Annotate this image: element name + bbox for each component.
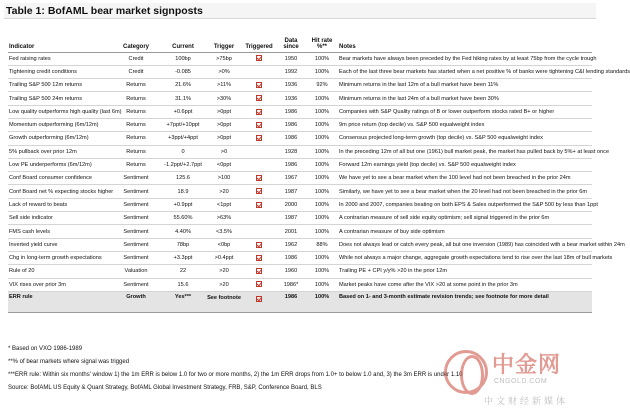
cell-notes: Similarly, we have yet to see a bear market when the 20 level had not been breached in the prior 6m — [338, 185, 592, 198]
cell-current: 55.60% — [160, 212, 206, 225]
cell-indicator: Momentum outperforming (6m/12m) — [8, 118, 112, 131]
cell-category: Returns — [112, 132, 160, 145]
cell-notes: Trailing PE + CPI y/y% >20 in the prior 12m — [338, 265, 592, 278]
check-icon — [256, 202, 262, 208]
cell-hit-rate: 100% — [306, 52, 338, 65]
footnote-vxo: * Based on VXO 1986-1989 — [8, 346, 83, 352]
cell-category: Returns — [112, 118, 160, 131]
cell-triggered — [242, 79, 276, 92]
cell-indicator: Chg in long-term growth expectations — [8, 251, 112, 264]
cell-notes: In 2000 and 2007, companies beating on both EPS & Sales outperformed the S&P 500 by less than 1ppt — [338, 198, 592, 211]
check-icon — [256, 95, 262, 101]
cell-current: 4.40% — [160, 225, 206, 238]
header-current: Current — [160, 22, 206, 52]
cell-data-since: 1986 — [276, 251, 306, 264]
cell-triggered — [242, 265, 276, 278]
cell-data-since: 1986 — [276, 132, 306, 145]
cell-indicator: Conf Board net % expecting stocks higher — [8, 185, 112, 198]
cell-data-since: 2000 — [276, 198, 306, 211]
header-triggered: Triggered — [242, 22, 276, 52]
cell-hit-rate: 100% — [306, 132, 338, 145]
check-icon — [256, 122, 262, 128]
check-icon — [256, 281, 262, 287]
cell-notes: We have yet to see a bear market when the 100 level had not been breached in the prior 24m — [338, 172, 592, 185]
cell-triggered — [242, 52, 276, 65]
header-data-since: Data since — [276, 22, 306, 52]
check-icon — [256, 55, 262, 61]
cell-data-since: 1986 — [276, 105, 306, 118]
header-category: Category — [112, 22, 160, 52]
table-row — [8, 265, 592, 278]
cell-current: -0.085 — [160, 65, 206, 78]
cell-indicator: Conf Board consumer confidence — [8, 172, 112, 185]
cell-current: 100bp — [160, 52, 206, 65]
cell-notes: Each of the last three bear markets has started when a net positive % of banks were tightening C&I lending standards — [338, 65, 592, 78]
cell-hit-rate: 100% — [306, 185, 338, 198]
cell-trigger: >11% — [206, 79, 242, 92]
cell-triggered — [242, 251, 276, 264]
table-row — [8, 92, 592, 105]
cell-current: +0.6ppt — [160, 105, 206, 118]
err-current: Yes*** — [160, 291, 206, 312]
cell-trigger: >0ppt — [206, 132, 242, 145]
cell-notes: 9m price return (top decile) vs. S&P 500 equalweight index — [338, 118, 592, 131]
cell-hit-rate: 100% — [306, 278, 338, 291]
watermark-name: 中金网 — [492, 353, 562, 378]
cell-trigger: >20 — [206, 185, 242, 198]
cell-hit-rate: 100% — [306, 265, 338, 278]
cell-notes: Minimum returns in the last 24m of a bull market have been 30% — [338, 92, 592, 105]
cell-trigger: >30% — [206, 92, 242, 105]
cell-indicator: Tightening credit conditions — [8, 65, 112, 78]
cell-category: Sentiment — [112, 172, 160, 185]
cell-notes: While not always a major change, aggregate growth expectations tend to rise over the last 18m of bull markets — [338, 251, 592, 264]
cell-data-since: 1986 — [276, 118, 306, 131]
table-row — [8, 132, 592, 145]
cell-hit-rate: 100% — [306, 118, 338, 131]
cell-current: 22 — [160, 265, 206, 278]
cell-indicator: Low PE underperforms (6m/12m) — [8, 158, 112, 171]
cell-trigger: >0ppt — [206, 118, 242, 131]
cell-indicator: Trailing S&P 500 24m returns — [8, 92, 112, 105]
check-icon — [256, 242, 262, 248]
table-row — [8, 251, 592, 264]
check-icon — [256, 82, 262, 88]
cell-triggered — [242, 278, 276, 291]
cell-data-since: 1992 — [276, 65, 306, 78]
cell-category: Sentiment — [112, 212, 160, 225]
cell-indicator: Inverted yield curve — [8, 238, 112, 251]
cell-trigger: >0% — [206, 65, 242, 78]
cell-trigger: >75bp — [206, 52, 242, 65]
cell-data-since: 1986* — [276, 278, 306, 291]
cell-hit-rate: 100% — [306, 145, 338, 158]
cell-data-since: 1936 — [276, 92, 306, 105]
cell-trigger: <3.5% — [206, 225, 242, 238]
cell-hit-rate: 88% — [306, 238, 338, 251]
cell-category: Returns — [112, 79, 160, 92]
cell-data-since: 1987 — [276, 212, 306, 225]
cell-trigger: >0.4ppt — [206, 251, 242, 264]
footnote-hit-rate: **% of bear markets where signal was trigged — [8, 359, 130, 365]
cell-category: Sentiment — [112, 278, 160, 291]
cell-category: Returns — [112, 145, 160, 158]
table-row — [8, 52, 592, 65]
cell-hit-rate: 100% — [306, 65, 338, 78]
cell-hit-rate: 100% — [306, 225, 338, 238]
cell-indicator: 5% pullback over prior 12m — [8, 145, 112, 158]
cell-indicator: Fed raising rates — [8, 52, 112, 65]
cell-current: 21.6% — [160, 79, 206, 92]
cell-current: 78bp — [160, 238, 206, 251]
cell-data-since: 1987 — [276, 185, 306, 198]
cell-notes: Companies with S&P Quality ratings of B or lower outperform stocks rated B+ or higher — [338, 105, 592, 118]
cell-indicator: VIX rises over prior 3m — [8, 278, 112, 291]
cell-category: Sentiment — [112, 238, 160, 251]
cell-triggered — [242, 225, 276, 238]
cell-category: Returns — [112, 158, 160, 171]
cell-data-since: 1928 — [276, 145, 306, 158]
err-rule-row — [8, 291, 592, 312]
cngold-logo-icon — [444, 350, 488, 394]
cell-category: Returns — [112, 92, 160, 105]
cell-indicator: Growth outperforming (6m/12m) — [8, 132, 112, 145]
cell-indicator: Rule of 20 — [8, 265, 112, 278]
cell-current: 0 — [160, 145, 206, 158]
cell-current: +0.9ppt — [160, 198, 206, 211]
header-hit-rate: Hit rate %** — [306, 22, 338, 52]
table-body — [8, 52, 630, 291]
cell-notes: In the preceding 12m of all but one (1961) bull market peak, the market has pulled back by 5%+ at least once — [338, 145, 592, 158]
cell-category: Credit — [112, 65, 160, 78]
cell-notes: Bear markets have always been preceded by the Fed hiking rates by at least 75bp from the cycle trough — [338, 52, 592, 65]
cell-data-since: 1986 — [276, 158, 306, 171]
header-notes: Notes — [338, 22, 592, 52]
table-row — [8, 79, 592, 92]
cell-current: -1.2ppt/+2.7ppt — [160, 158, 206, 171]
check-icon — [256, 296, 262, 302]
table-title: Table 1: BofAML bear market signposts — [4, 3, 596, 19]
cell-trigger: >0ppt — [206, 105, 242, 118]
cell-hit-rate: 100% — [306, 92, 338, 105]
cell-indicator: Low quality outperforms high quality (last 6m) — [8, 105, 112, 118]
cell-hit-rate: 92% — [306, 79, 338, 92]
cell-trigger: >20 — [206, 265, 242, 278]
cell-notes: A contrarian measure of sell side equity optimism; sell signal triggered in the prior 6m — [338, 212, 592, 225]
cell-category: Valuation — [112, 265, 160, 278]
cell-data-since: 1936 — [276, 79, 306, 92]
cell-trigger: >63% — [206, 212, 242, 225]
table-row — [8, 185, 592, 198]
table-row — [8, 158, 592, 171]
cell-notes: Minimum returns in the last 12m of a bull market have been 11% — [338, 79, 592, 92]
check-icon — [256, 175, 262, 181]
table-row — [8, 225, 592, 238]
cell-hit-rate: 100% — [306, 172, 338, 185]
header-trigger: Trigger — [206, 22, 242, 52]
cell-current: +3ppt/+4ppt — [160, 132, 206, 145]
cell-hit-rate: 100% — [306, 105, 338, 118]
cell-triggered — [242, 212, 276, 225]
watermark — [444, 342, 594, 414]
cell-triggered — [242, 118, 276, 131]
cell-notes: A contrarian measure of buy side optimism — [338, 225, 592, 238]
cell-indicator: FMS cash levels — [8, 225, 112, 238]
table-row — [8, 278, 592, 291]
table-row — [8, 105, 592, 118]
cell-triggered — [242, 158, 276, 171]
cell-hit-rate: 100% — [306, 198, 338, 211]
table-row — [8, 145, 592, 158]
cell-triggered — [242, 65, 276, 78]
cell-category: Sentiment — [112, 185, 160, 198]
cell-data-since: 1950 — [276, 52, 306, 65]
header-row — [8, 22, 592, 52]
cell-triggered — [242, 105, 276, 118]
header-indicator: Indicator — [8, 22, 112, 52]
table-row — [8, 118, 592, 131]
cell-data-since: 2001 — [276, 225, 306, 238]
check-icon — [256, 268, 262, 274]
cell-triggered — [242, 172, 276, 185]
cell-indicator: Sell side indicator — [8, 212, 112, 225]
err-trigger: See footnote — [206, 291, 242, 312]
cell-notes: Forward 12m earnings yield (top decile) vs. S&P 500 equalweight index — [338, 158, 592, 171]
watermark-slogan: 中文财经新媒体 — [484, 397, 569, 407]
cell-current: +7ppt/+10ppt — [160, 118, 206, 131]
cell-notes: Market peaks have come after the VIX >20 at some point in the prior 3m — [338, 278, 592, 291]
check-icon — [256, 188, 262, 194]
cell-current: 15.6 — [160, 278, 206, 291]
cell-notes: Does not always lead or catch every peak, all but one inversion (1989) has coincided with a bear market within 24m — [338, 238, 592, 251]
cell-category: Credit — [112, 52, 160, 65]
table-row — [8, 238, 592, 251]
err-hit-rate: 100% — [306, 291, 338, 312]
cell-category: Sentiment — [112, 225, 160, 238]
cell-category: Returns — [112, 105, 160, 118]
cell-hit-rate: 100% — [306, 158, 338, 171]
cell-data-since: 1967 — [276, 172, 306, 185]
cell-data-since: 1962 — [276, 238, 306, 251]
cell-triggered — [242, 185, 276, 198]
err-category: Growth — [112, 291, 160, 312]
table-row — [8, 198, 592, 211]
watermark-url: CNGOLD.COM — [494, 378, 548, 385]
cell-trigger: >100 — [206, 172, 242, 185]
check-icon — [256, 135, 262, 141]
err-notes: Based on 1- and 3-month estimate revision trends; see footnote for more detail — [338, 291, 592, 312]
cell-triggered — [242, 198, 276, 211]
err-triggered — [242, 291, 276, 312]
err-data-since: 1986 — [276, 291, 306, 312]
cell-current: +3.3ppt — [160, 251, 206, 264]
cell-hit-rate: 100% — [306, 212, 338, 225]
cell-category: Sentiment — [112, 198, 160, 211]
signposts-table — [8, 22, 630, 313]
cell-current: 18.9 — [160, 185, 206, 198]
cell-triggered — [242, 145, 276, 158]
footnote-err-rule: ***ERR rule: Within six months' window 1) the 1m ERR is below 1.0 for two or more months, 2) the 1m ERR drops from 1.0+ to below 1.0 and, 3) the 3m ERR is under 1.10 — [8, 372, 463, 378]
table-row — [8, 172, 592, 185]
table-row — [8, 65, 592, 78]
cell-current: 125.6 — [160, 172, 206, 185]
cell-trigger: >0 — [206, 145, 242, 158]
cell-triggered — [242, 238, 276, 251]
cell-data-since: 1960 — [276, 265, 306, 278]
cell-category: Sentiment — [112, 251, 160, 264]
cell-current: 31.1% — [160, 92, 206, 105]
cell-indicator: Trailing S&P 500 12m returns — [8, 79, 112, 92]
cell-triggered — [242, 132, 276, 145]
cell-notes: Consensus projected long-term growth (top decile) vs. S&P 500 equalweight index — [338, 132, 592, 145]
cell-trigger: <0ppt — [206, 158, 242, 171]
check-icon — [256, 255, 262, 261]
table-row — [8, 212, 592, 225]
cell-trigger: <1ppt — [206, 198, 242, 211]
footnote-source: Source: BofAML US Equity & Quant Strategy, BofAML Global Investment Strategy, FRB, S&P, Conference Board, BLS — [8, 385, 322, 391]
err-indicator: ERR rule — [8, 291, 112, 312]
cell-indicator: Lack of reward to beats — [8, 198, 112, 211]
cell-trigger: >20 — [206, 278, 242, 291]
cell-triggered — [242, 92, 276, 105]
cell-hit-rate: 100% — [306, 251, 338, 264]
check-icon — [256, 109, 262, 115]
cell-trigger: <0bp — [206, 238, 242, 251]
